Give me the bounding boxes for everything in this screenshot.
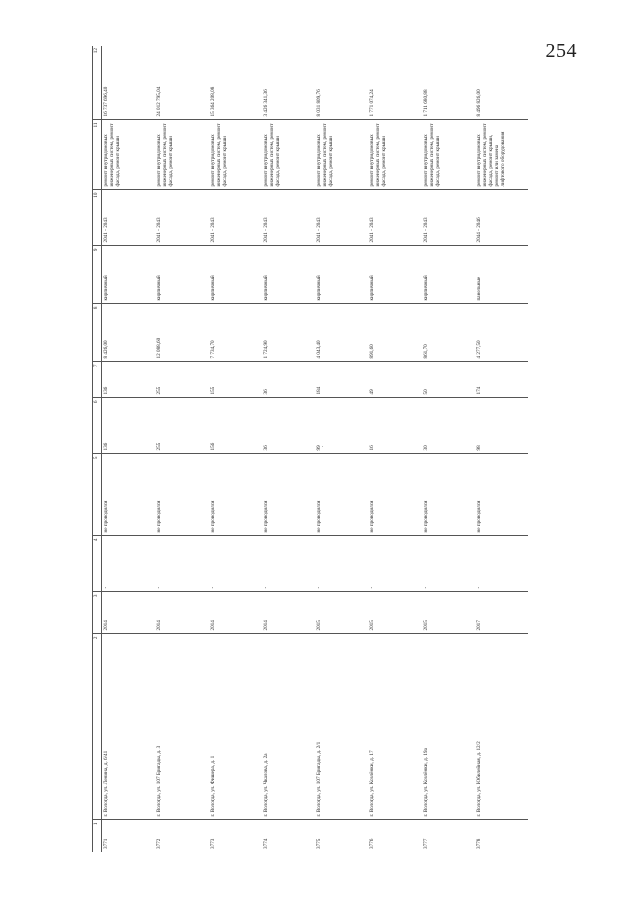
- cell-year: 2017: [475, 592, 528, 634]
- cell-year: 2015: [315, 592, 368, 634]
- cell-work-types: ремонт внутридомовых инженерных систем, ремонт фасада, ремонт крыши: [315, 120, 368, 190]
- cell-column-7-value: 49: [368, 362, 421, 398]
- cell-year: 2015: [368, 592, 421, 634]
- cell-planned-period: 2041 - 2043: [368, 190, 421, 246]
- cell-planned-period: 2041 - 2043: [209, 190, 262, 246]
- cell-area: 1 724,90: [262, 304, 315, 362]
- rotated-table-container: [92, 46, 544, 852]
- cell-year: 2015: [422, 592, 475, 634]
- cell-column-5-value: не проводился: [102, 454, 156, 536]
- register-table: [92, 46, 528, 852]
- table-row: [102, 46, 156, 852]
- cell-column-6-value: 36: [262, 398, 315, 454]
- column-number: 8: [93, 304, 102, 362]
- cell-area: 4 043,40: [315, 304, 368, 362]
- column-number: 12: [93, 46, 102, 120]
- cell-area: 4 277,50: [475, 304, 528, 362]
- cell-area: 12 088,60: [155, 304, 208, 362]
- cell-planned-period: 2041 - 2043: [315, 190, 368, 246]
- cell-column-7-value: 136: [102, 362, 156, 398]
- table-row: [368, 46, 421, 852]
- cell-address: г. Вологда, ул. Ленина, д. 6/41: [102, 634, 156, 820]
- column-number: 6: [93, 398, 102, 454]
- cell-address: г. Вологда, ул. 107 Бригады, д. 3: [155, 634, 208, 820]
- cell-cost: 1 771 074,24: [368, 46, 421, 120]
- cell-column-7-value: 174: [475, 362, 528, 398]
- column-number: 9: [93, 246, 102, 304]
- cell-area: 891,60: [368, 304, 421, 362]
- cell-planned-period: 2041 - 2043: [102, 190, 156, 246]
- page-number: 254: [545, 40, 577, 62]
- column-number: 5: [93, 454, 102, 536]
- cell-address: г. Вологда, ул. Козлёнки, д. 19а: [422, 634, 475, 820]
- cell-wall-material: кирпичный: [209, 246, 262, 304]
- cell-wall-material: кирпичный: [315, 246, 368, 304]
- cell-wall-material: кирпичный: [368, 246, 421, 304]
- cell-address: г. Вологда, ул. 107 Бригады, д. 2/1: [315, 634, 368, 820]
- cell-column-4-value: -: [209, 536, 262, 592]
- cell-wall-material: кирпичный: [155, 246, 208, 304]
- column-number: 2: [93, 634, 102, 820]
- cell-column-7-value: 255: [155, 362, 208, 398]
- table-row: [209, 46, 262, 852]
- cell-year: 2014: [209, 592, 262, 634]
- cell-cost: 3 426 341,36: [262, 46, 315, 120]
- cell-column-5-value: не проводился: [262, 454, 315, 536]
- cell-wall-material: кирпичный: [102, 246, 156, 304]
- table-body: [93, 46, 529, 852]
- cell-year: 2014: [155, 592, 208, 634]
- cell-work-types: ремонт внутридомовых инженерных систем, ремонт фасада, ремонт крыши: [155, 120, 208, 190]
- cell-column-6-value: 98: [475, 398, 528, 454]
- cell-cost: 15 364 208,08: [209, 46, 262, 120]
- cell-row-number: 3772: [156, 838, 163, 849]
- cell-address: г. Вологда, ул. Юбилейная, д. 12/2: [475, 634, 528, 820]
- cell-cost: 16 737 696,40: [102, 46, 156, 120]
- cell-cost: 8 496 826,00: [475, 46, 528, 120]
- cell-wall-material: кирпичный: [422, 246, 475, 304]
- cell-column-6-value: 156: [209, 398, 262, 454]
- cell-work-types: ремонт внутридомовых инженерных систем, ремонт фасада, ремонт крыши: [209, 120, 262, 190]
- cell-work-types: ремонт внутридомовых инженерных систем, ремонт фасада, ремонт крыши, ремонт или замена лифтового оборудования: [475, 120, 528, 190]
- cell-column-4-value: -: [155, 536, 208, 592]
- cell-column-7-value: 155: [209, 362, 262, 398]
- cell-address: г. Вологда, ул. Чкалова, д. 2а: [262, 634, 315, 820]
- cell-row-number: 3776: [369, 838, 376, 849]
- cell-work-types: ремонт внутридомовых инженерных систем, ремонт фасада, ремонт крыши: [422, 120, 475, 190]
- column-number: 1: [93, 820, 102, 852]
- cell-planned-period: 2044 - 2046: [475, 190, 528, 246]
- cell-column-5-value: не проводился: [475, 454, 528, 536]
- cell-column-6-value: 136: [102, 398, 156, 454]
- cell-wall-material: кирпичный: [262, 246, 315, 304]
- cell-work-types: ремонт внутридомовых инженерных систем, ремонт фасада, ремонт крыши: [102, 120, 156, 190]
- cell-column-6-value: 255: [155, 398, 208, 454]
- cell-cost: 24 012 795,04: [155, 46, 208, 120]
- cell-year: 2014: [262, 592, 315, 634]
- column-number: 7: [93, 362, 102, 398]
- cell-row-number: 3778: [476, 838, 483, 849]
- table-row: [475, 46, 528, 852]
- cell-column-4-value: -: [262, 536, 315, 592]
- column-number: 11: [93, 120, 102, 190]
- cell-column-6-value: 30: [422, 398, 475, 454]
- table-row: [262, 46, 315, 852]
- cell-cost: 1 711 680,88: [422, 46, 475, 120]
- cell-column-4-value: -: [368, 536, 421, 592]
- cell-row-number: 3774: [262, 838, 269, 849]
- cell-area: 861,70: [422, 304, 475, 362]
- cell-column-7-value: 36: [262, 362, 315, 398]
- cell-planned-period: 2041 - 2043: [262, 190, 315, 246]
- cell-column-5-value: не проводился: [155, 454, 208, 536]
- cell-year: 2014: [102, 592, 156, 634]
- cell-wall-material: панельные: [475, 246, 528, 304]
- cell-column-7-value: 184: [315, 362, 368, 398]
- cell-area: 8 426,00: [102, 304, 156, 362]
- column-number: 10: [93, 190, 102, 246]
- cell-column-5-value: не проводился: [315, 454, 368, 536]
- cell-column-5-value: не проводился: [422, 454, 475, 536]
- cell-planned-period: 2041 - 2043: [155, 190, 208, 246]
- cell-work-types: ремонт внутридомовых инженерных систем, ремонт фасада, ремонт крыши: [262, 120, 315, 190]
- cell-column-6-value: 99: [315, 398, 368, 454]
- cell-column-4-value: -: [315, 536, 368, 592]
- cell-column-5-value: не проводился: [209, 454, 262, 536]
- cell-row-number: 3775: [316, 838, 323, 849]
- cell-column-5-value: не проводился: [368, 454, 421, 536]
- cell-column-4-value: -: [475, 536, 528, 592]
- cell-column-4-value: -: [102, 536, 156, 592]
- column-number-row: [93, 46, 102, 852]
- cell-cost: 8 031 809,76: [315, 46, 368, 120]
- cell-address: г. Вологда, ул. Фишера, д. 1: [209, 634, 262, 820]
- cell-column-7-value: 50: [422, 362, 475, 398]
- cell-column-4-value: -: [422, 536, 475, 592]
- cell-column-6-value: 16: [368, 398, 421, 454]
- cell-planned-period: 2041 - 2043: [422, 190, 475, 246]
- cell-address: г. Вологда, ул. Козлёнки, д. 17: [368, 634, 421, 820]
- cell-row-number: 3777: [422, 838, 429, 849]
- table-row: [155, 46, 208, 852]
- table-row: [422, 46, 475, 852]
- scan-speck: [322, 446, 323, 447]
- column-number: 3: [93, 592, 102, 634]
- cell-row-number: 3771: [103, 838, 109, 849]
- column-number: 4: [93, 536, 102, 592]
- cell-work-types: ремонт внутридомовых инженерных систем, ремонт фасада, ремонт крыши: [368, 120, 421, 190]
- cell-row-number: 3773: [209, 838, 216, 849]
- table-row: [315, 46, 368, 852]
- cell-area: 7 734,70: [209, 304, 262, 362]
